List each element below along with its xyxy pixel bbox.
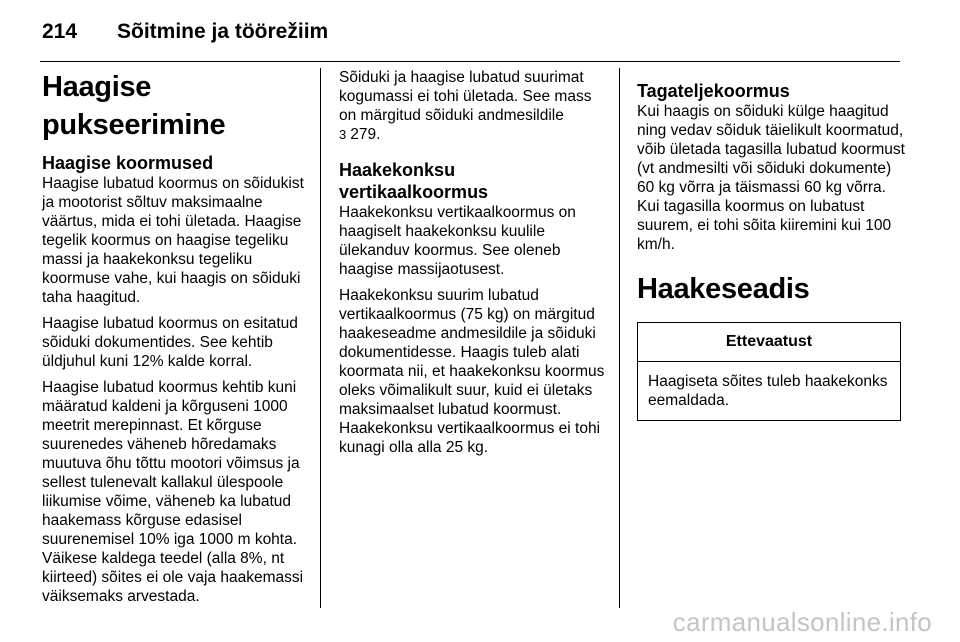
subsection-heading: Haagise koormused [42, 153, 214, 173]
caution-text: Haagiseta sõites tuleb haakekonks eemaldada. [648, 373, 888, 409]
page-number: 214 [42, 20, 78, 43]
column-1 [42, 68, 310, 613]
paragraph: Kui haagis on sõiduki külge haagitud ning vedav sõiduk täielikult koormatud, võib ületada tagasilla lubatud koormust (vt andmesilti või sõiduki dokumente) 60 kg võrra ja täismassi 60 kg võrra. Kui tagasilla koormus on lubatust suurem, ei tohi sõita kiiremini kui 100 km/h. [637, 103, 905, 253]
caution-box [637, 322, 901, 421]
paragraph [339, 68, 607, 144]
paragraph-text: Sõiduki ja haagise lubatud suurimat kogumassi ei tohi ületada. See mass on märgitud sõiduki andmesildile [339, 69, 592, 124]
caution-title: Ettevaatust [638, 323, 900, 362]
column-divider [619, 68, 620, 608]
column-3 [637, 68, 905, 421]
watermark: carmanualsonline.info [672, 607, 932, 637]
paragraph: Haagise lubatud koormus on esitatud sõiduki dokumentides. See kehtib üldjuhul kuni 12% kalde korral. [42, 315, 298, 370]
section-heading: Haagise pukseerimine [42, 71, 226, 141]
paragraph: Haagise lubatud koormus on sõidukist ja mootorist sõltuv maksimaalne väärtus, mida ei tohi ületada. Haagise tegelik koormus on haagise tegeliku massi ja haakekonksu tegeliku koormuse vahe, kui haagis on sõiduki taha haagitud. [42, 175, 304, 306]
page-reference-link[interactable]: 279. [350, 126, 381, 143]
section-heading: Haakeseadis [637, 273, 810, 305]
column-divider [320, 68, 321, 608]
subsection-heading: Haakekonksu vertikaalkoormus [339, 160, 489, 202]
paragraph: Haakekonksu vertikaalkoormus on haagiselt haakekonksu kuulile ülekanduv koormus. See oleneb haagise massijaotusest. [339, 204, 576, 278]
chapter-title: Sõitmine ja töörežiim [117, 20, 329, 43]
paragraph: Haagise lubatud koormus kehtib kuni määratud kaldeni ja kõrguseni 1000 meetrit merepinnast. Et kõrguse suurenedes väheneb hõredamaks muutuva õhu tõttu mootori võimsus ja sellest tulenevalt kallakul ülespoole liikumise võime, väheneb ka lubatud haakemass kõrguse edasisel suurenemisel 10% iga 1000 m kohta. Väikese kaldega teedel (alla 8%, nt kiirteed) sõites ei ole vaja haakemassi väiksemaks arvestada. [42, 379, 304, 605]
page-header [42, 20, 328, 50]
paragraph: Haakekonksu suurim lubatud vertikaalkoormus (75 kg) on märgitud haakeseadme andmesildile ja sõiduki dokumentidesse. Haagis tuleb alati koormata nii, et haakekonksu koormus oleks võimalikult suur, kuid ei ületaks maksimaalset lubatud koormust. Haakekonksu vertikaalkoormus ei tohi kunagi olla alla 25 kg. [339, 287, 605, 456]
header-rule [40, 61, 900, 62]
subsection-heading: Tagateljekoormus [637, 81, 790, 101]
page-reference-icon: 3 [339, 127, 347, 142]
column-2 [339, 68, 607, 464]
